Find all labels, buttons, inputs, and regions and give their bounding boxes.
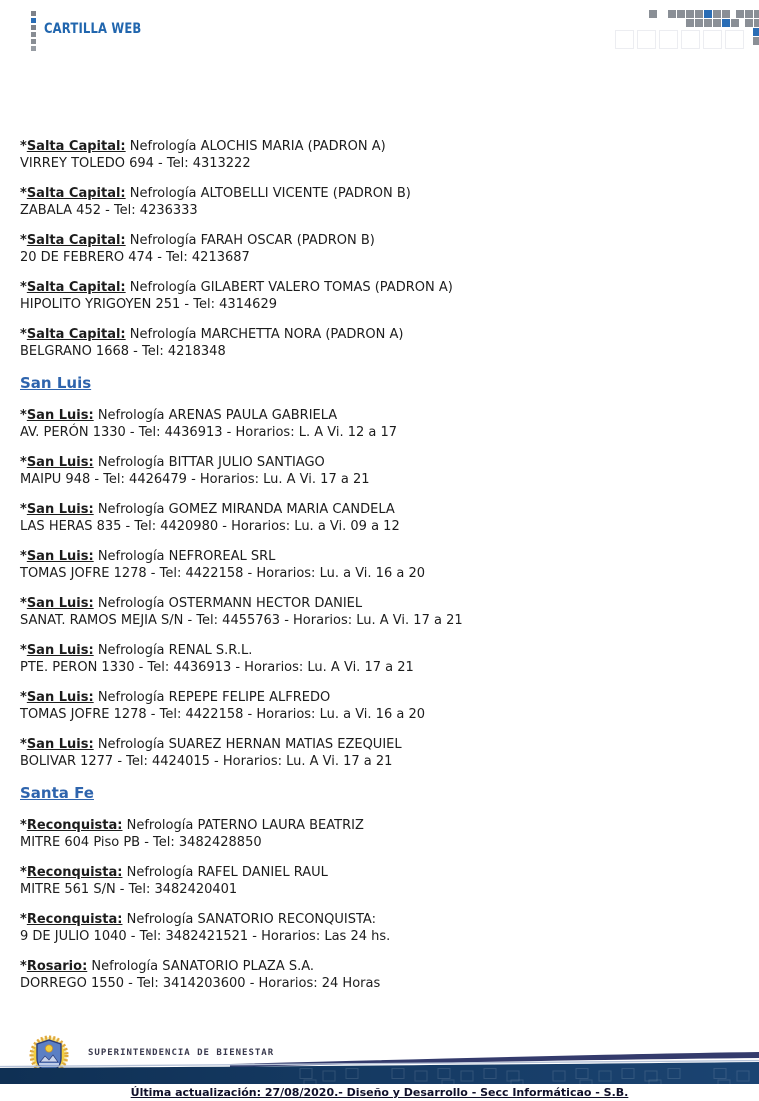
entry-location: San Luis: (26, 455, 94, 470)
entry-line2: ZABALA 452 - Tel: 4236333 (20, 203, 198, 218)
section-entries (20, 407, 739, 770)
provider-entry (20, 689, 739, 723)
entry-star: * (20, 865, 27, 880)
entry-star: * (20, 959, 27, 974)
entry-location: Salta Capital: (26, 139, 126, 154)
entry-line2: 9 DE JULIO 1040 - Tel: 3482421521 - Horarios: Las 24 hs. (20, 929, 391, 944)
entry-star: * (20, 690, 27, 705)
entry-line1: Nefrología SUAREZ HERNAN MATIAS EZEQUIEL (97, 737, 402, 752)
provider-entry (20, 864, 739, 898)
entry-line1: Nefrología RAFEL DANIEL RAUL (126, 865, 328, 880)
provider-entry (20, 736, 739, 770)
entry-star: * (20, 596, 27, 611)
provider-section (20, 373, 739, 770)
entry-line2: DORREGO 1550 - Tel: 3414203600 - Horarios: 24 Horas (20, 976, 381, 991)
entry-line2: AV. PERÓN 1330 - Tel: 4436913 - Horarios: L. A Vi. 12 a 17 (20, 425, 398, 440)
entry-location: Salta Capital: (26, 233, 126, 248)
section-entries (20, 138, 739, 360)
page-header (0, 0, 759, 60)
entry-location: Salta Capital: (26, 327, 126, 342)
entry-star: * (20, 455, 27, 470)
last-update-line: Última actualización: 27/08/2020.- Diseño y Desarrollo - Secc Informáticao - S.B. (130, 1086, 629, 1099)
entry-location: Salta Capital: (26, 186, 126, 201)
entry-location: San Luis: (26, 596, 94, 611)
entry-location: Salta Capital: (26, 280, 126, 295)
entry-star: * (20, 186, 27, 201)
provider-entry (20, 958, 739, 992)
entry-star: * (20, 549, 27, 564)
entry-line1: Nefrología REPEPE FELIPE ALFREDO (97, 690, 331, 705)
provider-section (20, 783, 739, 992)
entry-line2: MITRE 561 S/N - Tel: 3482420401 (20, 882, 238, 897)
provider-entry (20, 232, 739, 266)
entry-line1: Nefrología BITTAR JULIO SANTIAGO (97, 455, 325, 470)
entry-line2: TOMAS JOFRE 1278 - Tel: 4422158 - Horarios: Lu. a Vi. 16 a 20 (20, 566, 425, 581)
entry-location: San Luis: (26, 643, 94, 658)
page-footer (0, 1030, 759, 1101)
provider-entry (20, 454, 739, 488)
entry-line1: Nefrología MARCHETTA NORA (PADRON A) (129, 327, 404, 342)
entry-line2: SANAT. RAMOS MEJIA S/N - Tel: 4455763 - Horarios: Lu. A Vi. 17 a 21 (20, 613, 463, 628)
footer-swoosh-band (0, 1052, 759, 1084)
entry-star: * (20, 912, 27, 927)
provider-entry (20, 138, 739, 172)
provider-entry (20, 326, 739, 360)
entry-location: Reconquista: (26, 818, 123, 833)
entry-location: Reconquista: (26, 912, 123, 927)
entry-line1: Nefrología ALTOBELLI VICENTE (PADRON B) (129, 186, 411, 201)
entry-line2: LAS HERAS 835 - Tel: 4420980 - Horarios: Lu. a Vi. 09 a 12 (20, 519, 400, 534)
entry-location: San Luis: (26, 502, 94, 517)
entry-line1: Nefrología ALOCHIS MARIA (PADRON A) (129, 139, 386, 154)
entry-star: * (20, 327, 27, 342)
entry-location: San Luis: (26, 690, 94, 705)
provider-section (20, 138, 739, 360)
entry-location: San Luis: (26, 737, 94, 752)
entry-line1: Nefrología FARAH OSCAR (PADRON B) (129, 233, 375, 248)
entry-star: * (20, 643, 27, 658)
entry-line2: TOMAS JOFRE 1278 - Tel: 4422158 - Horarios: Lu. a Vi. 16 a 20 (20, 707, 425, 722)
section-entries (20, 817, 739, 992)
entry-star: * (20, 818, 27, 833)
provider-list (0, 56, 759, 1005)
entry-line1: Nefrología RENAL S.R.L. (97, 643, 253, 658)
entry-star: * (20, 280, 27, 295)
entry-line2: MAIPU 948 - Tel: 4426479 - Horarios: Lu. A Vi. 17 a 21 (20, 472, 370, 487)
entry-location: San Luis: (26, 549, 94, 564)
entry-location: San Luis: (26, 408, 94, 423)
entry-star: * (20, 233, 27, 248)
section-heading[interactable]: San Luis (20, 374, 92, 392)
entry-line2: PTE. PERON 1330 - Tel: 4436913 - Horarios: Lu. A Vi. 17 a 21 (20, 660, 414, 675)
entry-line2: BELGRANO 1668 - Tel: 4218348 (20, 344, 226, 359)
entry-line1: Nefrología GOMEZ MIRANDA MARIA CANDELA (97, 502, 395, 517)
entry-location: Rosario: (26, 959, 88, 974)
app-title: CARTILLA WEB (44, 21, 142, 37)
entry-line1: Nefrología ARENAS PAULA GABRIELA (97, 408, 338, 423)
entry-line1: Nefrología NEFROREAL SRL (97, 549, 276, 564)
provider-entry (20, 911, 739, 945)
entry-line1: Nefrología SANATORIO PLAZA S.A. (91, 959, 315, 974)
provider-entry (20, 407, 739, 441)
provider-entry (20, 817, 739, 851)
provider-entry (20, 279, 739, 313)
entry-line2: MITRE 604 Piso PB - Tel: 3482428850 (20, 835, 262, 850)
entry-line1: Nefrología SANATORIO RECONQUISTA: (126, 912, 376, 927)
section-heading[interactable]: Santa Fe (20, 784, 94, 802)
org-name: SUPERINTENDENCIA DE BIENESTAR (88, 1048, 275, 1058)
provider-entry (20, 548, 739, 582)
entry-line2: HIPOLITO YRIGOYEN 251 - Tel: 4314629 (20, 297, 277, 312)
entry-line1: Nefrología OSTERMANN HECTOR DANIEL (97, 596, 363, 611)
entry-line2: BOLIVAR 1277 - Tel: 4424015 - Horarios: Lu. A Vi. 17 a 21 (20, 754, 393, 769)
entry-location: Reconquista: (26, 865, 123, 880)
provider-entry (20, 185, 739, 219)
entry-star: * (20, 139, 27, 154)
entry-line1: Nefrología GILABERT VALERO TOMAS (PADRON A) (129, 280, 453, 295)
entry-line2: VIRREY TOLEDO 694 - Tel: 4313222 (20, 156, 251, 171)
provider-entry (20, 501, 739, 535)
entry-star: * (20, 408, 27, 423)
entry-star: * (20, 502, 27, 517)
provider-entry (20, 595, 739, 629)
entry-star: * (20, 737, 27, 752)
provider-entry (20, 642, 739, 676)
entry-line1: Nefrología PATERNO LAURA BEATRIZ (126, 818, 364, 833)
entry-line2: 20 DE FEBRERO 474 - Tel: 4213687 (20, 250, 250, 265)
